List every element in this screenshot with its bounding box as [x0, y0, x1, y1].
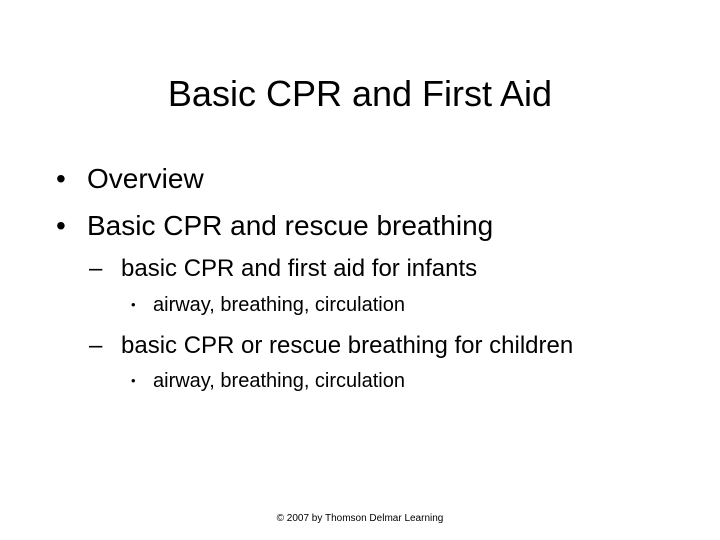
- small-bullet-marker: •: [131, 297, 136, 312]
- small-bullet-marker: •: [131, 373, 136, 388]
- bullet-marker: •: [56, 163, 66, 194]
- sub-item-children: [89, 331, 573, 361]
- sub-sub-item-text: airway, breathing, circulation: [153, 294, 405, 316]
- bullet-item-overview: [56, 162, 204, 196]
- bullet-text: Overview: [87, 163, 204, 194]
- slide-title: Basic CPR and First Aid: [167, 73, 553, 114]
- sub-sub-item-infants-abc: [131, 292, 405, 320]
- dash-marker: –: [89, 255, 103, 282]
- sub-sub-item-text: airway, breathing, circulation: [153, 370, 405, 392]
- bullet-item-basic-cpr: [56, 209, 493, 243]
- dash-marker: –: [89, 332, 103, 359]
- bullet-text: Basic CPR and rescue breathing: [87, 210, 494, 241]
- sub-item-text: basic CPR or rescue breathing for children: [121, 332, 574, 359]
- bullet-marker: •: [56, 210, 66, 241]
- sub-item-text: basic CPR and first aid for infants: [121, 255, 478, 282]
- sub-item-infants: [89, 254, 477, 284]
- sub-sub-item-children-abc: [131, 368, 405, 396]
- copyright-footer: © 2007 by Thomson Delmar Learning: [276, 513, 444, 524]
